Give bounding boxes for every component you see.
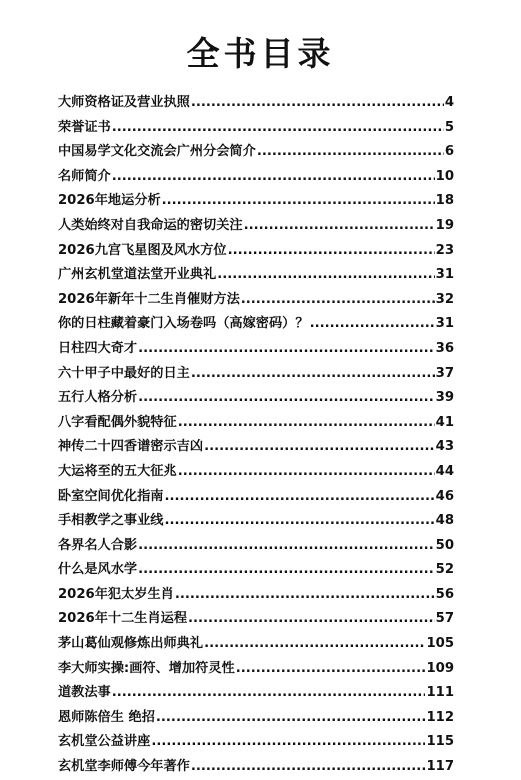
toc-entry-page-number: 5 bbox=[444, 119, 454, 135]
toc-entry bbox=[58, 91, 454, 116]
toc-entry-title: 大运将至的五大征兆 bbox=[58, 463, 177, 479]
table-of-contents bbox=[58, 91, 454, 780]
toc-entry-title: 玄机堂公益讲座 bbox=[58, 734, 151, 750]
toc-entry-page-number: 57 bbox=[435, 611, 454, 627]
toc-entry-title: 日柱四大奇才 bbox=[58, 340, 138, 356]
toc-entry-title: 恩师陈倍生 绝招 bbox=[58, 709, 155, 725]
toc-entry-title: 人类始终对自我命运的密切关注 bbox=[58, 217, 243, 233]
toc-entry-title: 名师简介 bbox=[58, 168, 111, 184]
toc-entry-page-number: 32 bbox=[435, 291, 454, 307]
toc-entry-title: 广州玄机堂道法堂开业典礼 bbox=[58, 267, 217, 283]
toc-dot-leader bbox=[244, 214, 435, 239]
toc-dot-leader bbox=[191, 91, 444, 116]
toc-entry-page-number: 50 bbox=[435, 537, 454, 553]
toc-entry-title: 八字看配偶外貌特征 bbox=[58, 414, 177, 430]
toc-dot-leader bbox=[310, 312, 435, 337]
toc-entry-title: 李大师实操:画符、增加符灵性 bbox=[58, 660, 235, 676]
toc-dot-leader bbox=[236, 657, 426, 682]
toc-entry-page-number: 117 bbox=[426, 759, 454, 775]
toc-entry bbox=[58, 460, 454, 485]
toc-dot-leader bbox=[112, 165, 435, 190]
toc-entry-title: 大师资格证及营业执照 bbox=[58, 95, 190, 110]
toc-dot-leader bbox=[162, 189, 435, 214]
toc-entry-title: 你的日柱藏着豪门入场卷吗（高嫁密码）？ bbox=[58, 316, 309, 332]
toc-dot-leader bbox=[175, 583, 435, 608]
toc-entry-title: 2026年新年十二生肖催财方法 bbox=[58, 291, 240, 307]
toc-dot-leader bbox=[178, 411, 435, 436]
toc-entry-page-number: 18 bbox=[435, 193, 454, 209]
toc-entry-title: 中国易学文化交流会广州分会简介 bbox=[58, 144, 256, 160]
toc-dot-leader bbox=[138, 558, 435, 583]
toc-entry-title: 神传二十四香谱密示吉凶 bbox=[58, 439, 204, 455]
toc-entry-title: 2026年地运分析 bbox=[58, 193, 161, 209]
toc-entry-page-number: 115 bbox=[426, 734, 454, 750]
toc-dot-leader bbox=[151, 730, 425, 755]
toc-entry bbox=[58, 706, 454, 731]
toc-entry-title: 各界名人合影 bbox=[58, 537, 138, 553]
toc-dot-leader bbox=[204, 435, 435, 460]
toc-dot-leader bbox=[178, 460, 435, 485]
page-title: 全书目录 bbox=[186, 34, 335, 73]
toc-entry-page-number: 46 bbox=[435, 488, 454, 504]
toc-entry-page-number: 56 bbox=[435, 586, 454, 602]
toc-entry-page-number: 6 bbox=[444, 144, 454, 160]
toc-entry-page-number: 10 bbox=[435, 168, 454, 184]
toc-entry bbox=[58, 485, 454, 510]
toc-entry bbox=[58, 681, 454, 706]
toc-entry-page-number: 4 bbox=[444, 95, 454, 110]
toc-entry bbox=[58, 411, 454, 436]
toc-dot-leader bbox=[191, 755, 426, 780]
toc-entry-page-number: 112 bbox=[426, 709, 454, 725]
toc-dot-leader bbox=[138, 534, 435, 559]
toc-entry-title: 2026年犯太岁生肖 bbox=[58, 586, 174, 602]
toc-dot-leader bbox=[191, 362, 435, 387]
toc-entry-title: 六十甲子中最好的日主 bbox=[58, 365, 190, 381]
toc-entry bbox=[58, 386, 454, 411]
toc-entry bbox=[58, 558, 454, 583]
toc-entry-page-number: 31 bbox=[435, 316, 454, 332]
toc-entry bbox=[58, 140, 454, 165]
toc-entry-page-number: 37 bbox=[435, 365, 454, 381]
toc-dot-leader bbox=[204, 632, 425, 657]
toc-dot-leader bbox=[228, 239, 435, 264]
toc-entry bbox=[58, 362, 454, 387]
toc-entry-title: 什么是风水学 bbox=[58, 562, 138, 578]
toc-entry bbox=[58, 632, 454, 657]
toc-entry-title: 道教法事 bbox=[58, 685, 111, 701]
toc-dot-leader bbox=[188, 607, 435, 632]
toc-dot-leader bbox=[156, 706, 426, 731]
toc-entry-page-number: 23 bbox=[435, 242, 454, 258]
toc-entry-page-number: 105 bbox=[426, 636, 454, 652]
toc-entry-title: 茅山葛仙观修炼出师典礼 bbox=[58, 636, 204, 652]
toc-entry bbox=[58, 509, 454, 534]
toc-entry bbox=[58, 116, 454, 141]
toc-entry bbox=[58, 312, 454, 337]
toc-dot-leader bbox=[217, 263, 434, 288]
toc-entry-page-number: 19 bbox=[435, 217, 454, 233]
toc-entry-page-number: 111 bbox=[426, 685, 454, 701]
toc-entry bbox=[58, 583, 454, 608]
toc-entry-title: 2026年十二生肖运程 bbox=[58, 611, 188, 627]
toc-entry-title: 2026九宫飞星图及风水方位 bbox=[58, 242, 227, 258]
toc-entry-page-number: 109 bbox=[426, 660, 454, 676]
toc-entry bbox=[58, 214, 454, 239]
toc-entry bbox=[58, 730, 454, 755]
toc-entry bbox=[58, 263, 454, 288]
toc-entry-page-number: 36 bbox=[435, 340, 454, 356]
toc-entry-title: 荣誉证书 bbox=[58, 119, 111, 135]
toc-entry-title: 五行人格分析 bbox=[58, 390, 138, 406]
toc-entry bbox=[58, 165, 454, 190]
toc-entry bbox=[58, 337, 454, 362]
toc-entry-page-number: 52 bbox=[435, 562, 454, 578]
toc-dot-leader bbox=[112, 116, 444, 141]
toc-entry bbox=[58, 755, 454, 780]
toc-entry bbox=[58, 239, 454, 264]
toc-entry bbox=[58, 189, 454, 214]
toc-entry bbox=[58, 288, 454, 313]
toc-dot-leader bbox=[138, 386, 435, 411]
toc-entry-title: 玄机堂李师傅今年著作 bbox=[58, 759, 190, 775]
toc-entry-page-number: 44 bbox=[435, 463, 454, 479]
toc-dot-leader bbox=[112, 681, 426, 706]
toc-entry-page-number: 48 bbox=[435, 513, 454, 529]
toc-entry-page-number: 43 bbox=[435, 439, 454, 455]
toc-entry-page-number: 39 bbox=[435, 390, 454, 406]
toc-entry bbox=[58, 435, 454, 460]
toc-dot-leader bbox=[165, 485, 435, 510]
toc-entry-title: 手相教学之事业线 bbox=[58, 513, 164, 529]
toc-dot-leader bbox=[138, 337, 435, 362]
toc-dot-leader bbox=[241, 288, 435, 313]
toc-entry-page-number: 31 bbox=[435, 267, 454, 283]
toc-entry bbox=[58, 657, 454, 682]
toc-entry bbox=[58, 534, 454, 559]
toc-dot-leader bbox=[165, 509, 435, 534]
toc-entry-title: 卧室空间优化指南 bbox=[58, 488, 164, 504]
toc-entry bbox=[58, 607, 454, 632]
toc-entry-page-number: 41 bbox=[435, 414, 454, 430]
toc-dot-leader bbox=[257, 140, 444, 165]
